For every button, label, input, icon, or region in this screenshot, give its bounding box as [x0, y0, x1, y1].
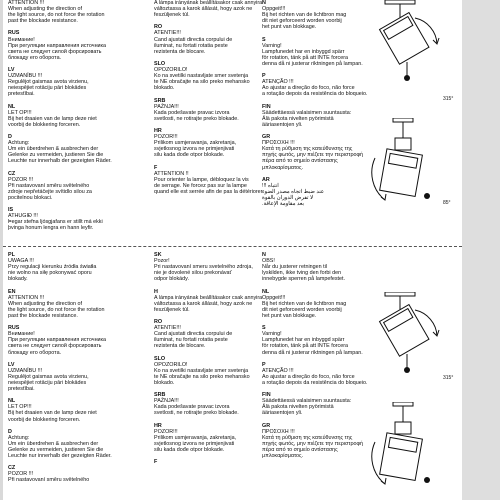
warning-line: UZMANĪBU !!!: [8, 367, 43, 374]
warning-line: света не следует силой форсировать: [8, 48, 102, 55]
warning-line: blokado.: [154, 85, 175, 92]
language-block: [8, 252, 136, 282]
warning-line: PAŽNJA!!!: [154, 398, 179, 405]
language-block: [8, 104, 136, 128]
warning-line: rezistenta de blocare.: [154, 343, 206, 350]
warning-line: silu kada dođe otpor blokade.: [154, 152, 225, 159]
warning-line: ääriasentojen yli.: [262, 121, 303, 128]
warning-line: svjetlosnog izvora ne primjenjivati: [154, 146, 235, 153]
language-code: GR: [262, 134, 271, 141]
language-code: GR: [262, 422, 271, 429]
warning-line: voorbij de blokkering forceren.: [8, 416, 81, 423]
warning-line: Cand ajustati directia corpului de: [154, 36, 233, 43]
warning-line: A lámpa irányának beállításakor csak annyira: [154, 0, 263, 6]
warning-line: Leuchte nur innerhalb der gezeigten Räder.: [8, 158, 112, 165]
warning-line: denna då ni justerar riktningen på lampan.: [262, 60, 363, 67]
language-code: H: [154, 288, 158, 295]
warning-line: блокаду его оборота.: [8, 54, 62, 61]
language-code: N: [262, 0, 266, 6]
warning-line: silu kada dođe otpor blokade.: [154, 447, 225, 453]
language-code: RUS: [8, 30, 20, 37]
warning-line: Um ein überdrehen & ausbrechen der: [8, 440, 99, 447]
warning-line: Lampfunedet har en inbyggd spärr: [262, 48, 345, 55]
warning-line: Älä pakota nivelten pyörimistä: [262, 115, 334, 122]
warning-line: لا تفرض الدوران بالقوة: [262, 195, 314, 201]
warning-line: svetlosti, ne rotirajte preko blokade.: [154, 115, 239, 122]
warning-line: zdroje nepřetáčejte svítidlo silou za: [8, 188, 92, 195]
warning-line: ATENTIE!!!: [154, 325, 181, 332]
language-block: [8, 30, 136, 60]
page-right-margin: [462, 0, 500, 500]
warning-line: denna då ni justerar riktningen på lampan.: [262, 349, 363, 356]
warning-line: odpor blokády.: [154, 276, 189, 283]
warning-line: ääriasentojen yli.: [262, 410, 303, 417]
language-code: AR: [262, 176, 270, 183]
language-code: F: [154, 164, 158, 171]
warning-line: POZOR!!!: [154, 134, 178, 141]
warning-line: Ko na svetilki nastavljate smer svetenja: [154, 367, 249, 374]
language-block: [8, 325, 136, 355]
warning-line: Når du justerer retningen til: [262, 264, 328, 271]
warning-line: Ko na svetilki nastavljate smer svetenja: [154, 73, 249, 80]
language-code: HR: [154, 422, 162, 429]
language-code: SK: [154, 252, 162, 258]
warning-line: dit niet geforceerd worden voorbij: [262, 306, 342, 313]
warning-line: Pour orienter la lampe, débloquez la vis: [154, 176, 249, 183]
warning-line: het punt van blokkage.: [262, 24, 317, 31]
language-block: [8, 465, 136, 483]
language-code: P: [262, 361, 266, 368]
warning-line: Cand ajustati directia corpului de: [154, 331, 233, 338]
warning-line: the light source, do not force the rotation: [8, 12, 105, 19]
language-code: PL: [8, 252, 15, 258]
language-code: D: [8, 134, 12, 141]
language-code: SRB: [154, 392, 166, 399]
language-code: FIN: [262, 103, 271, 110]
warning-line: iluminat, nu fortati rotatia peste: [154, 42, 228, 49]
warning-line: Kada podešavate pravac izvora: [154, 109, 230, 116]
warning-line: Älä pakota nivelten pyörimistä: [262, 404, 334, 411]
warning-line: blokado.: [154, 379, 175, 386]
warning-line: ATENÇÃO !!!: [262, 367, 294, 374]
warning-line: POZOR !!!: [8, 471, 34, 478]
warning-line: de serrage. Ne forcez pas sur la lampe: [154, 182, 247, 189]
warning-line: dit niet geforceerd worden voorbij: [262, 18, 342, 25]
warning-line: Při nastavovaní směru světelného: [8, 182, 90, 189]
warning-line: a rotação depois da resistência do bloqueio.: [262, 379, 368, 386]
warning-line: quand elle est serrée afin de pas la détériorer.: [154, 188, 264, 195]
warning-line: voorbij de blokkering forceren.: [8, 121, 81, 128]
language-block: [8, 289, 136, 319]
warning-line: ΠΡΟΣΟΧΗ !!!: [262, 428, 295, 435]
warning-line: a rotação depois da resistência do bloqueio.: [262, 91, 368, 98]
language-code: NL: [262, 288, 270, 295]
warning-line: Bij het draaien van de lamp deze niet: [8, 410, 97, 417]
warning-line: πηγής φωτός, μην πιέζετε την περιστροφή: [262, 440, 364, 447]
warning-line: pretestībai.: [8, 386, 35, 393]
angle-label: 315°: [443, 96, 454, 102]
language-code: N: [262, 252, 266, 258]
warning-line: ΠΡΟΣΟΧΗ !!!: [262, 140, 295, 147]
warning-line: πηγής φωτός, μην πιέζετε την περιστροφή: [262, 152, 364, 159]
language-block: [8, 67, 136, 97]
language-code: CZ: [8, 465, 16, 472]
language-code: LV: [8, 361, 15, 368]
warning-line: Prilikom usmjeravanja, zakretanja,: [154, 434, 237, 441]
warning-line: Varning!: [262, 42, 282, 49]
language-block: [262, 252, 380, 282]
language-block: [8, 134, 136, 164]
warning-line: LET OP!!!: [8, 404, 32, 411]
warning-line: Achtung:: [8, 434, 30, 441]
language-code: FIN: [262, 392, 271, 399]
language-code: NL: [8, 103, 16, 110]
language-code: EN: [8, 288, 16, 295]
language-code: S: [262, 325, 266, 332]
warning-line: lyskilden, ikke tving den forbi den: [262, 270, 342, 277]
language-block: [8, 362, 136, 392]
warning-line: A lámpa irányának beállításakor csak annyira: [154, 294, 263, 301]
text-column: [8, 0, 136, 238]
warning-line: Þegar stefna ljósgjafans er stillt má ekki: [8, 219, 103, 226]
warning-line: Säädettäessä valaisimen suuntausta:: [262, 398, 352, 405]
warning-line: ATTENTION !!: [154, 170, 189, 177]
language-code: SRB: [154, 97, 166, 104]
warning-line: þvinga honum lengra en hann leyfir.: [8, 225, 94, 232]
angle-label: 315°: [443, 375, 454, 381]
warning-line: Oppgeit!!!: [262, 6, 286, 13]
warning-line: Säädettäessä valaisimen suuntausta:: [262, 109, 352, 116]
warning-line: Bij het draaien van de lamp deze niet: [8, 115, 97, 122]
language-code: HR: [154, 127, 162, 134]
language-code: SLO: [154, 355, 166, 362]
warning-line: Při nastavovaní směru světelného: [8, 477, 90, 484]
warning-line: feszüljenek túl.: [154, 12, 190, 19]
language-block: [8, 429, 136, 459]
warning-line: Prilikom usmjeravanja, zakretanja,: [154, 140, 237, 147]
warning-line: the light source, do not force the rotation: [8, 306, 105, 313]
warning-line: Bij het richten van de lichtbron mag: [262, 300, 347, 307]
instruction-panel-top: [3, 0, 462, 240]
warning-line: Oppgeit!!!: [262, 294, 286, 301]
warning-line: iluminat, nu fortati rotatia peste: [154, 337, 228, 344]
warning-line: neiespējiet rotāciju pāri blokādes: [8, 85, 87, 92]
warning-line: Przy regulacji kierunku źródła światła: [8, 264, 97, 271]
warning-line: Regulējot gaismas avota virzienu,: [8, 373, 89, 380]
language-code: F: [154, 459, 158, 466]
warning-line: változtassa a karok állását, hogy azok ne: [154, 6, 253, 13]
warning-line: Pozor!: [154, 258, 170, 265]
warning-line: svjetlosnog izvora ne primjenjivati: [154, 440, 235, 447]
warning-line: عند ضبط اتجاه مصدر الضوء: [262, 188, 325, 195]
warning-line: Pri nastavovaní smeru svetelného zdroja,: [154, 264, 253, 271]
warning-line: ATENTIE!!!: [154, 30, 181, 37]
warning-line: nie wolno na siłę pokonywać oporu: [8, 270, 92, 277]
warning-line: neiespējiet rotāciju pāri blokādes: [8, 379, 87, 386]
warning-line: ATTENTION !!!: [8, 0, 45, 6]
warning-line: Achtung:: [8, 140, 30, 147]
warning-line: past the blockade resistance.: [8, 18, 78, 25]
language-code: S: [262, 36, 266, 43]
language-code: NL: [8, 398, 16, 405]
language-code: CZ: [8, 170, 16, 177]
warning-line: OBS!: [262, 258, 275, 265]
warning-line: innebygde sperren på lampefestet.: [262, 276, 346, 283]
warning-line: При регуляции направления источника: [8, 42, 107, 49]
warning-line: При регуляции направления источника: [8, 337, 107, 344]
warning-line: Gelenke zu vermeiden, justieren Sie die: [8, 447, 104, 453]
warning-line: svetlosti, ne rotirajte preko blokade.: [154, 410, 239, 417]
warning-line: блокаду его оборота.: [8, 349, 62, 356]
language-code: LV: [8, 67, 15, 74]
warning-line: Lampfunedet har en inbyggd spärr: [262, 337, 345, 344]
lamp-tilt-figure: [355, 402, 460, 500]
warning-line: UWAGA !!!: [8, 258, 34, 265]
warning-line: OPOZORILO!: [154, 361, 188, 368]
warning-line: Внимание!: [8, 331, 35, 338]
warning-line: OPOZORILO!: [154, 67, 188, 74]
warning-line: Um ein überdrehen & ausbrechen der: [8, 146, 99, 153]
language-block: [8, 398, 136, 422]
warning-line: rezistenta de blocare.: [154, 48, 206, 55]
warning-line: pocitelnou blokaci.: [8, 195, 53, 201]
warning-line: Kada podešavate pravac izvora: [154, 404, 230, 411]
warning-line: πέρα από το σημείο αντίστασης μπλοκαρίσματος.: [262, 158, 338, 171]
warning-line: Varning!: [262, 331, 282, 338]
warning-line: past the blockade resistance.: [8, 312, 78, 319]
warning-line: het punt van blokkage.: [262, 312, 317, 319]
warning-line: Bij het richten van de lichtbron mag: [262, 12, 347, 19]
warning-line: POZOR!!!: [154, 428, 178, 435]
warning-line: Leuchte nur innerhalb der gezeigten Räder.: [8, 453, 112, 460]
language-code: IS: [8, 207, 14, 214]
language-block: [8, 0, 136, 24]
warning-line: Ao ajustar a direção do foco, não force: [262, 85, 355, 92]
warning-line: för rotation, tänk på att INTE forcera: [262, 54, 348, 61]
cut-line: [3, 246, 462, 247]
language-block: [8, 207, 136, 231]
warning-line: LET OP!!!: [8, 109, 32, 116]
warning-line: When adjusting the direction of: [8, 6, 83, 13]
warning-line: انتباه !!!: [262, 182, 279, 189]
language-code: SLO: [154, 60, 166, 67]
warning-line: ATENÇÃO !!!: [262, 79, 294, 86]
warning-line: te NE obračajte na silo preko mehansko: [154, 79, 250, 86]
warning-line: nie je dovolené silou prekonávať: [154, 270, 232, 277]
warning-line: ATHUGIÐ !!!: [8, 213, 38, 220]
warning-line: pretestībai.: [8, 91, 35, 98]
warning-line: Κατά τη ρύθμιση της κατεύθυνσης της: [262, 434, 353, 441]
warning-line: света не следует силой форсировать: [8, 343, 102, 350]
language-code: P: [262, 73, 266, 80]
lamp-rotation-figure: [355, 0, 460, 100]
warning-line: Внимание!: [8, 36, 35, 43]
warning-line: te NE obračajte na silo preko mehansko: [154, 373, 250, 380]
warning-line: PAŽNJA!!!: [154, 103, 179, 110]
warning-line: UZMANĪBU !!!: [8, 73, 43, 80]
language-block: [8, 171, 136, 201]
warning-line: blokady.: [8, 276, 28, 283]
warning-line: feszüljenek túl.: [154, 306, 190, 313]
text-column: [8, 252, 136, 490]
warning-line: ATTENTION !!!: [8, 294, 45, 301]
angle-label: 85°: [443, 200, 451, 206]
warning-line: POZOR !!!: [8, 176, 34, 183]
warning-line: بعد مقاومة الإعاقة.: [262, 201, 304, 208]
warning-line: Ao ajustar a direção do foco, não force: [262, 373, 355, 380]
warning-line: When adjusting the direction of: [8, 300, 83, 307]
warning-line: változtassa a karok állását, hogy azok ne: [154, 300, 253, 307]
warning-line: Gelenke zu vermeiden, justieren Sie die: [8, 152, 104, 159]
language-code: RO: [154, 24, 163, 31]
warning-line: för rotation, tänk på att INTE forcera: [262, 343, 348, 350]
warning-line: πέρα από το σημείο αντίστασης μπλοκαρίσματος.: [262, 447, 338, 460]
warning-line: Κατά τη ρύθμιση της κατεύθυνσης της: [262, 146, 353, 153]
instruction-panel-bottom: [3, 252, 462, 500]
language-code: D: [8, 428, 12, 435]
language-code: RO: [154, 319, 163, 326]
language-code: RUS: [8, 325, 20, 332]
warning-line: Regulējot gaismas avota virzienu,: [8, 79, 89, 86]
